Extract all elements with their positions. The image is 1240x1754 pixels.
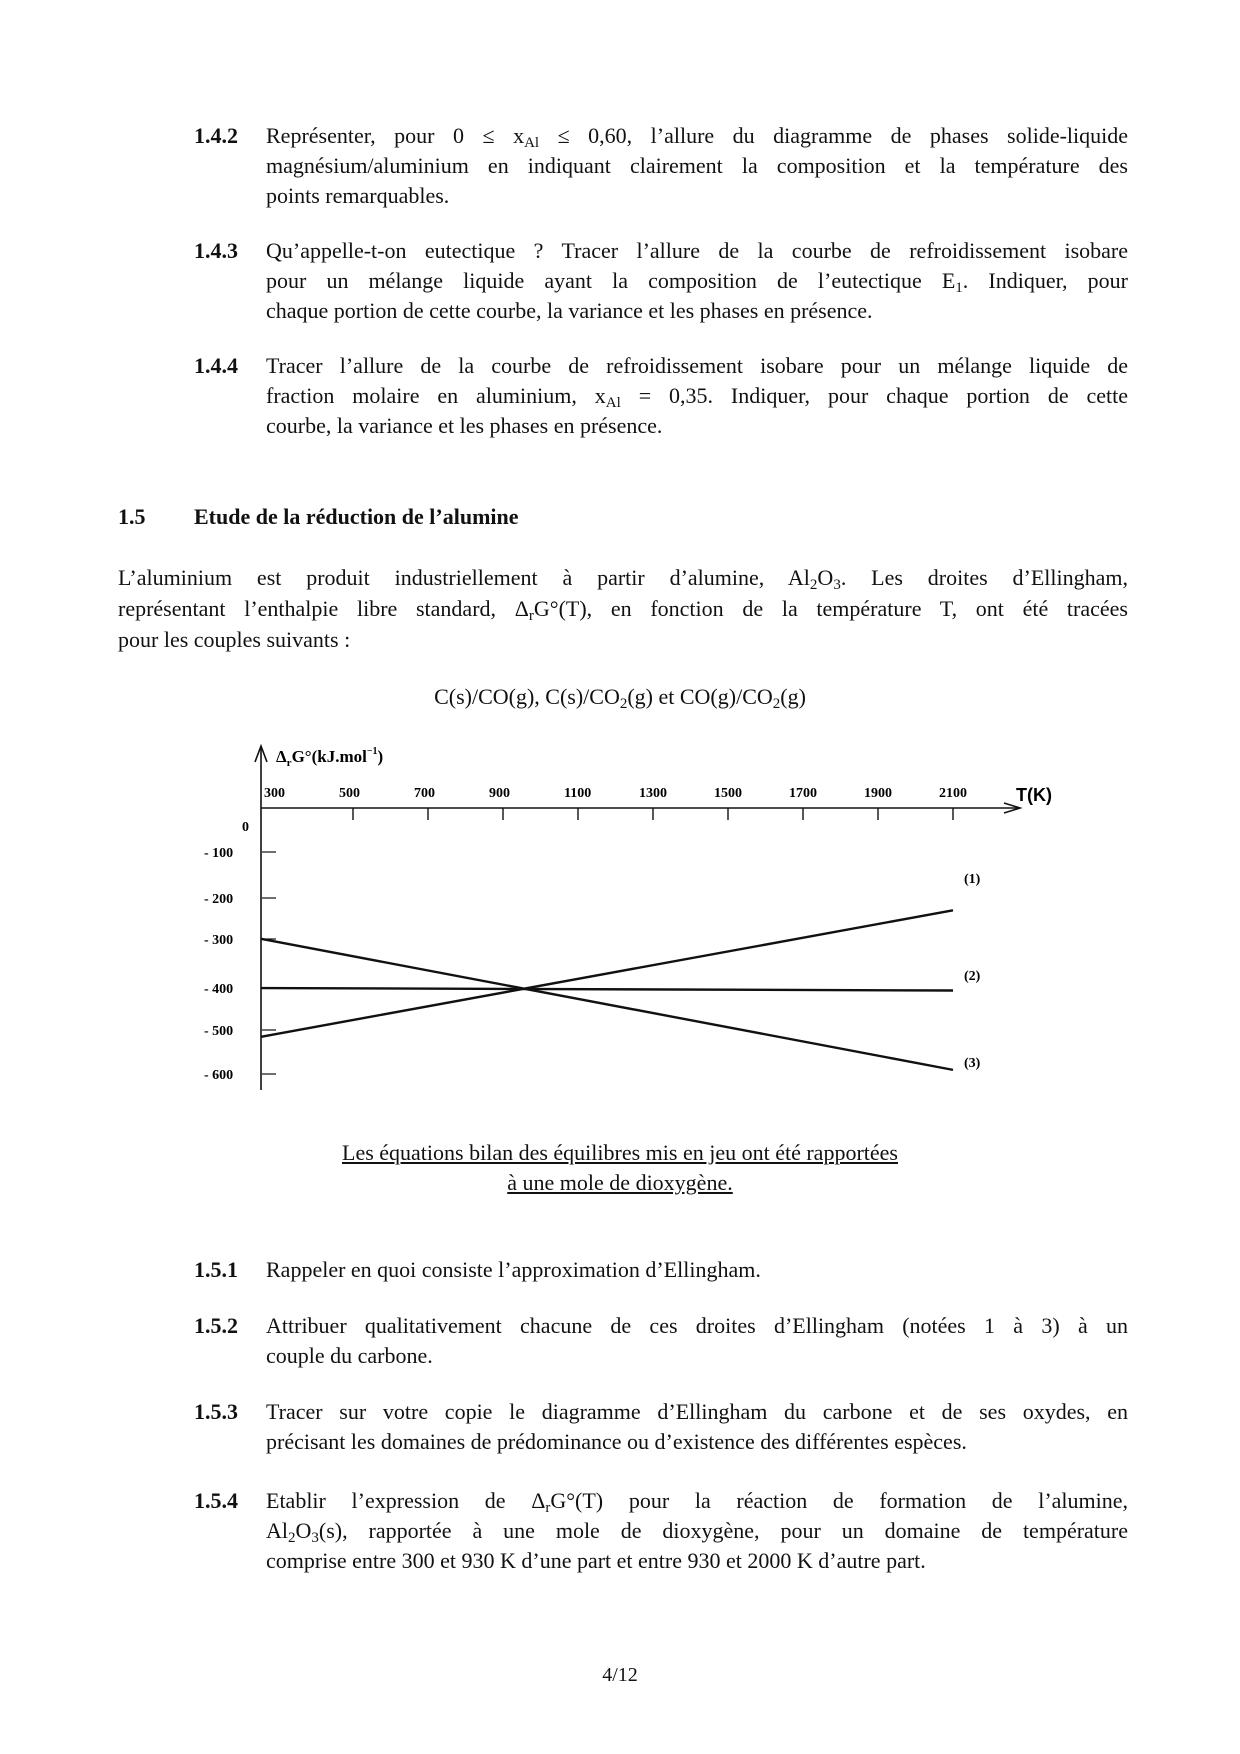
question-text: Tracer l’allure de la courbe de refroidissement isobare pour un mélange liquide de fraction molaire en aluminium, $x_{Al} = 0,35$. Indiquer, pour chaque portion de cette courbe, la variance et les phases en présence. xyxy=(266,353,1129,438)
x-tick-label-1500: 1500 xyxy=(714,786,742,801)
series-line-3 xyxy=(261,939,953,1070)
question-text: Rappeler en quoi consiste l’approximation d’Ellingham. xyxy=(266,1257,761,1282)
question-number: 1.5.1 xyxy=(194,1257,238,1282)
intro-paragraph: L’aluminium est produit industriellement à partir d’alumine, $Al_2O_3$. Les droites d’Ellingham, représentant l’enthalpie libre standard, $\Delta_rG^\circ(T)$, en fonction de la température T, ont été tracées pour les couples suivants : xyxy=(118,565,1129,652)
y-tick-label-5: - 500 xyxy=(204,1024,234,1039)
question-text: Attribuer qualitativement chacune de ces droites d’Ellingham (notées 1 à 3) à un couple du carbone. xyxy=(266,1313,1128,1368)
question-number: 1.4.3 xyxy=(194,238,238,263)
y-tick-label-2: - 200 xyxy=(204,892,234,907)
y-tick-label-3: - 300 xyxy=(204,933,234,948)
section-number: 1.5 xyxy=(118,504,146,529)
question-number: 1.4.2 xyxy=(194,123,238,148)
chart-caption: Les équations bilan des équilibres mis en jeu ont été rapportées à une mole de dioxygène. xyxy=(342,1140,898,1195)
chart-title: C(s)/CO(g), $C(s)/CO_2(g)$ et $CO(g)/CO_2(g)$ xyxy=(434,684,806,712)
delta-g-formula: $\Delta_rG^\circ(T)$ xyxy=(531,1488,604,1516)
x-axis-title: T(K) xyxy=(1016,785,1052,805)
series-line-1 xyxy=(261,910,953,1036)
question-text: Tracer sur votre copie le diagramme d’Ellingham du carbone et de ses oxydes, en précisant les domaines de prédominance ou d’existence des différentes espèces. xyxy=(266,1399,1128,1454)
y-tick-label-0: 0 xyxy=(242,820,249,835)
x-tick-label-900: 900 xyxy=(489,786,510,801)
series-line-2 xyxy=(261,988,953,990)
question-text: Représenter, pour $0 \le x_{Al} \le 0,60$, l’allure du diagramme de phases solide-liquide magnésium/aluminium en indiquant clairement la composition et la température des points remarquables. xyxy=(266,123,1129,208)
question-number: 1.5.2 xyxy=(194,1313,238,1338)
series-label-2: (2) xyxy=(964,969,981,984)
question-text: Etablir l’expression de $\Delta_rG^\circ(T)$ pour la réaction de formation de l’alumine, $Al_2O_3(s)$, rapportée à une mole de dioxygène, pour un domaine de température comprise entre 300 et 930 K d’une part et entre 930 et 2000 K d’autre part. xyxy=(266,1488,1129,1573)
y-tick-label-1: - 100 xyxy=(204,846,234,861)
y-tick-label-6: - 600 xyxy=(204,1068,234,1083)
question-text: Qu’appelle-t-on eutectique ? Tracer l’allure de la courbe de refroidissement isobare pour un mélange liquide ayant la composition de l’eutectique $E_1$. Indiquer, pour chaque portion de cette courbe, la variance et les phases en présence. xyxy=(266,238,1128,323)
x-tick-label-1100: 1100 xyxy=(564,786,592,801)
question-number: 1.5.4 xyxy=(194,1488,238,1513)
y-tick-label-4: - 400 xyxy=(204,982,234,997)
x-tick-label-500: 500 xyxy=(339,786,360,801)
x-tick-label-1900: 1900 xyxy=(864,786,892,801)
question-number: 1.4.4 xyxy=(194,353,238,378)
x-tick-label-1700: 1700 xyxy=(789,786,817,801)
x-tick-label-1300: 1300 xyxy=(639,786,667,801)
series-label-3: (3) xyxy=(964,1056,981,1071)
x-tick-label-2100: 2100 xyxy=(939,786,967,801)
x-tick-label-700: 700 xyxy=(414,786,435,801)
series-label-1: (1) xyxy=(964,872,981,887)
question-number: 1.5.3 xyxy=(194,1399,238,1424)
page-number: 4/12 xyxy=(602,1664,638,1686)
section-title: Etude de la réduction de l’alumine xyxy=(194,504,519,529)
y-axis-title: $\Delta_rG^\circ(kJ.mol^{-1})$ xyxy=(276,746,384,769)
x-tick-label-300: 300 xyxy=(264,786,285,801)
delta-g-formula: $\Delta_rG^\circ(T)$ xyxy=(514,596,587,624)
